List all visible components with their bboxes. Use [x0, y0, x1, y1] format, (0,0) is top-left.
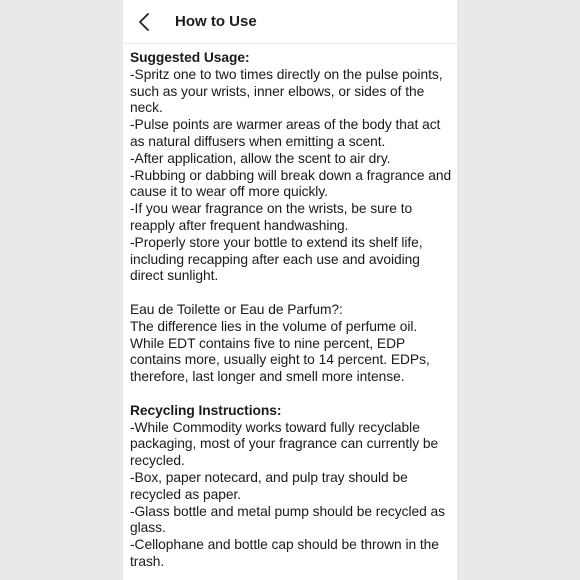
recycling-item: -While Commodity works toward fully recyclable packaging, most of your fragrance can currently be recycled.	[130, 419, 439, 469]
usage-item: -Pulse points are warmer areas of the body that act as natural diffusers when emitting a scent.	[130, 117, 441, 149]
screen	[123, 0, 457, 580]
recycling-item: -Glass bottle and metal pump should be recycled as glass.	[130, 503, 445, 536]
section-heading: Recycling Instructions:	[130, 402, 282, 418]
chevron-left-icon	[131, 8, 159, 36]
edt-edp-paragraph: The difference lies in the volume of perfume oil. While EDT contains five to nine percent, EDP contains more, usually eight to 14 percent. EDPs, therefore, last longer and smell more intense.	[130, 318, 430, 385]
section-heading: Eau de Toilette or Eau de Parfum?:	[130, 301, 343, 317]
back-button[interactable]	[131, 8, 159, 36]
recycling-item: -Cellophane and bottle cap should be thrown in the trash.	[130, 537, 439, 569]
usage-item: -If you wear fragrance on the wrists, be sure to reapply after frequent handwashing.	[130, 201, 413, 233]
usage-item: -Spritz one to two times directly on the pulse points, such as your wrists, inner elbows, or sides of the neck.	[130, 66, 443, 116]
usage-item: -Properly store your bottle to extend its shelf life, including recapping after each use and avoiding direct sunlight.	[130, 234, 423, 284]
section-suggested-usage	[130, 50, 454, 285]
how-to-use-content	[130, 50, 454, 571]
section-recycling	[130, 403, 454, 571]
usage-item: -After application, allow the scent to air dry.	[130, 150, 391, 166]
recycling-item: -Box, paper notecard, and pulp tray should be recycled as paper.	[130, 469, 408, 502]
top-bar	[123, 0, 457, 44]
page-title: How to Use	[175, 13, 257, 30]
section-heading: Suggested Usage:	[130, 50, 250, 65]
usage-item: -Rubbing or dabbing will break down a fragrance and cause it to wear off more quickly.	[130, 167, 452, 200]
section-edt-vs-edp	[130, 302, 454, 386]
